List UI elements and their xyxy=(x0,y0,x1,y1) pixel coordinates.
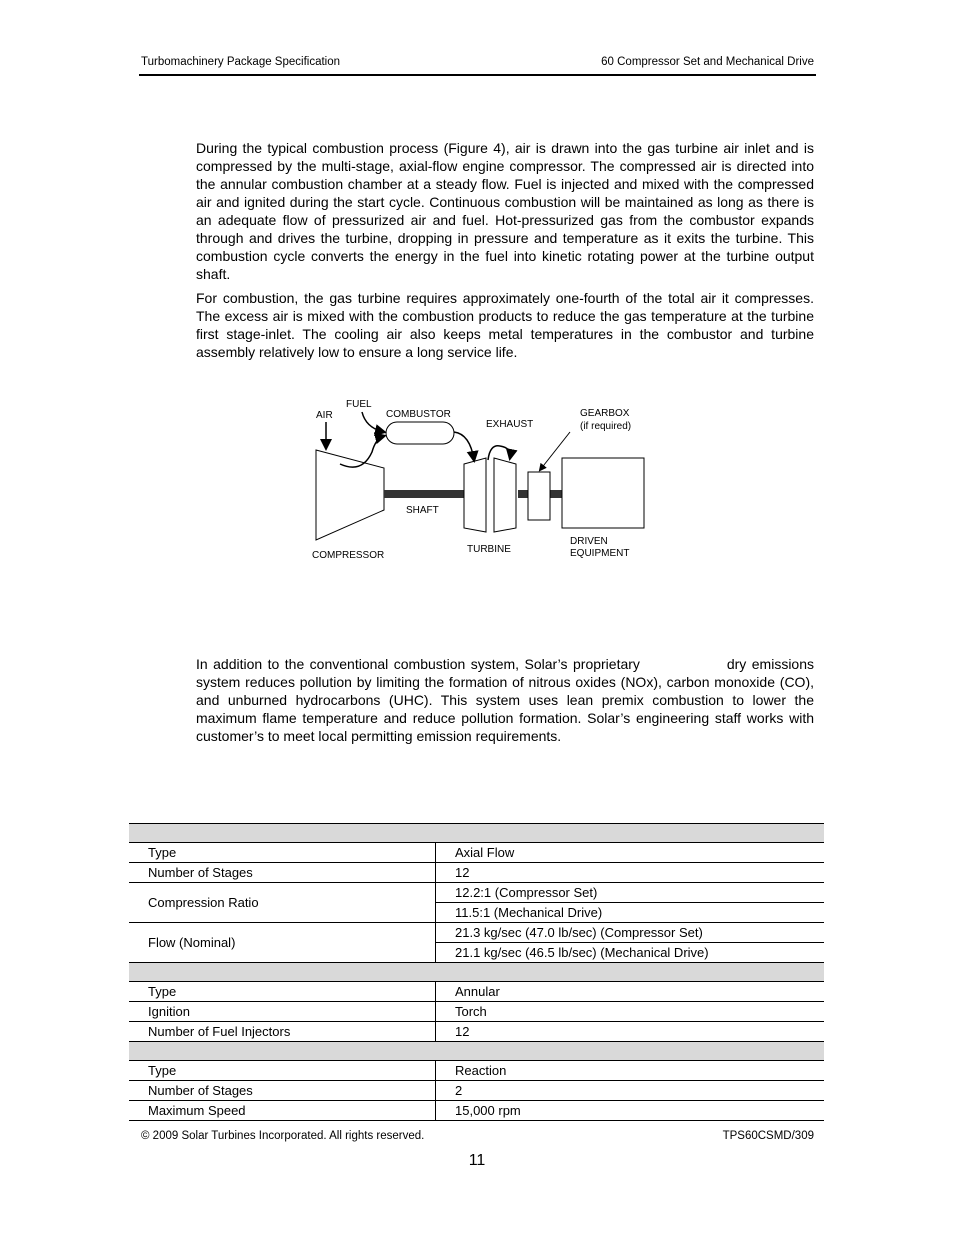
table-row xyxy=(129,1022,824,1042)
combustor-shape xyxy=(386,422,454,444)
table-row xyxy=(129,923,824,943)
table-row xyxy=(129,883,824,903)
compressor-shape xyxy=(316,450,384,540)
table-value: Reaction xyxy=(436,1061,825,1081)
label-fuel: FUEL xyxy=(346,399,372,410)
table-value: 12.2:1 (Compressor Set) xyxy=(436,883,825,903)
specification-table xyxy=(129,823,824,1121)
table-row xyxy=(129,1081,824,1101)
label-compressor: COMPRESSOR xyxy=(312,550,385,561)
table-value: 12 xyxy=(436,863,825,883)
table-value: Annular xyxy=(436,982,825,1002)
table-label: Compression Ratio xyxy=(129,883,436,923)
table-row xyxy=(129,1002,824,1022)
section-header-compressor xyxy=(129,824,824,843)
paragraph-emissions xyxy=(196,655,814,745)
turbine-blade-2 xyxy=(494,458,516,532)
table-label: Number of Fuel Injectors xyxy=(129,1022,436,1042)
table-label: Flow (Nominal) xyxy=(129,923,436,963)
label-gearbox: GEARBOX xyxy=(580,408,630,419)
table-row xyxy=(129,1061,824,1081)
header-rule xyxy=(139,74,816,76)
paragraph-combustion-air: For combustion, the gas turbine requires approximately one-fourth of the total air it compresses. The excess air is mixed with the combustion products to reduce the gas temperature at the turbine first stage-inlet. The cooling air also keeps metal temperatures in the combustor and turbine assembly relatively low to ensure a long service life. xyxy=(196,290,814,360)
table-label: Number of Stages xyxy=(129,863,436,883)
emissions-text-after: dry emissions system reduces pollution by limiting the formation of nitrous oxides (NOx), carbon monoxide (CO), and unburned hydrocarbons (UHC). This system uses lean premix combustion to lower the maximum flame temperature and reduce pollution formation. Solar’s engineering staff works with customer’s to meet local permitting emission requirements. xyxy=(196,656,815,744)
label-exhaust: EXHAUST xyxy=(486,419,534,430)
table-row xyxy=(129,843,824,863)
header-title: Turbomachinery Package Specification xyxy=(141,56,341,68)
fuel-arrow xyxy=(362,412,384,432)
turbine-blade-1 xyxy=(464,458,486,532)
table-value: 21.1 kg/sec (46.5 lb/sec) (Mechanical Drive) xyxy=(436,943,825,963)
table-label: Ignition xyxy=(129,1002,436,1022)
label-equipment: EQUIPMENT xyxy=(570,548,630,559)
table-label: Type xyxy=(129,1061,436,1081)
combustion-diagram xyxy=(300,390,650,570)
section-header-combustor xyxy=(129,963,824,982)
label-turbine: TURBINE xyxy=(467,544,511,555)
shaft-shape xyxy=(384,490,464,498)
footer-copyright: © 2009 Solar Turbines Incorporated. All rights reserved. xyxy=(141,1130,425,1142)
footer-doc-id: TPS60CSMD/309 xyxy=(722,1130,814,1142)
label-shaft: SHAFT xyxy=(406,505,439,516)
emissions-text-before: In addition to the conventional combustion system, Solar’s proprietary xyxy=(196,656,640,672)
driven-equipment-shape xyxy=(562,458,644,528)
table-value: 21.3 kg/sec (47.0 lb/sec) (Compressor Set) xyxy=(436,923,825,943)
table-row xyxy=(129,863,824,883)
label-gearbox-note: (if required) xyxy=(580,421,632,432)
exhaust-arrow xyxy=(488,446,510,460)
table-value: 2 xyxy=(436,1081,825,1101)
table-row xyxy=(129,982,824,1002)
table-label: Maximum Speed xyxy=(129,1101,436,1121)
label-combustor: COMBUSTOR xyxy=(386,409,451,420)
label-air: AIR xyxy=(316,410,333,421)
table-value: 12 xyxy=(436,1022,825,1042)
paragraph-combustion-process: During the typical combustion process (Figure 4), air is drawn into the gas turbine air inlet and is compressed by the multi-stage, axial-flow engine compressor. The compressed air is directed into the annular combustion chamber at a steady flow. Fuel is injected and mixed with the compressed air and ignited during the start cycle. Continuous combustion will be maintained as long as there is an adequate flow of pressurized air and fuel. Hot-pressurized gas from the combustor expands through and drives the turbine, dropping in pressure and temperature as it exits the turbine. This combustion cycle converts the energy in the fuel into kinetic rotating power at the turbine output shaft. xyxy=(196,140,814,282)
page-number: 11 xyxy=(468,1152,486,1169)
table-value: 11.5:1 (Mechanical Drive) xyxy=(436,903,825,923)
label-driven: DRIVEN xyxy=(570,536,608,547)
table-label: Number of Stages xyxy=(129,1081,436,1101)
table-value: Axial Flow xyxy=(436,843,825,863)
table-label: Type xyxy=(129,843,436,863)
header-subtitle: 60 Compressor Set and Mechanical Drive xyxy=(601,56,814,68)
shaft-shape-3 xyxy=(550,490,562,498)
hot-gas-arrow xyxy=(454,432,474,460)
shaft-shape-2 xyxy=(518,490,528,498)
section-header-turbine xyxy=(129,1042,824,1061)
table-value: 15,000 rpm xyxy=(436,1101,825,1121)
table-label: Type xyxy=(129,982,436,1002)
table-row xyxy=(129,1101,824,1121)
table-value: Torch xyxy=(436,1002,825,1022)
gearbox-shape xyxy=(528,472,550,520)
